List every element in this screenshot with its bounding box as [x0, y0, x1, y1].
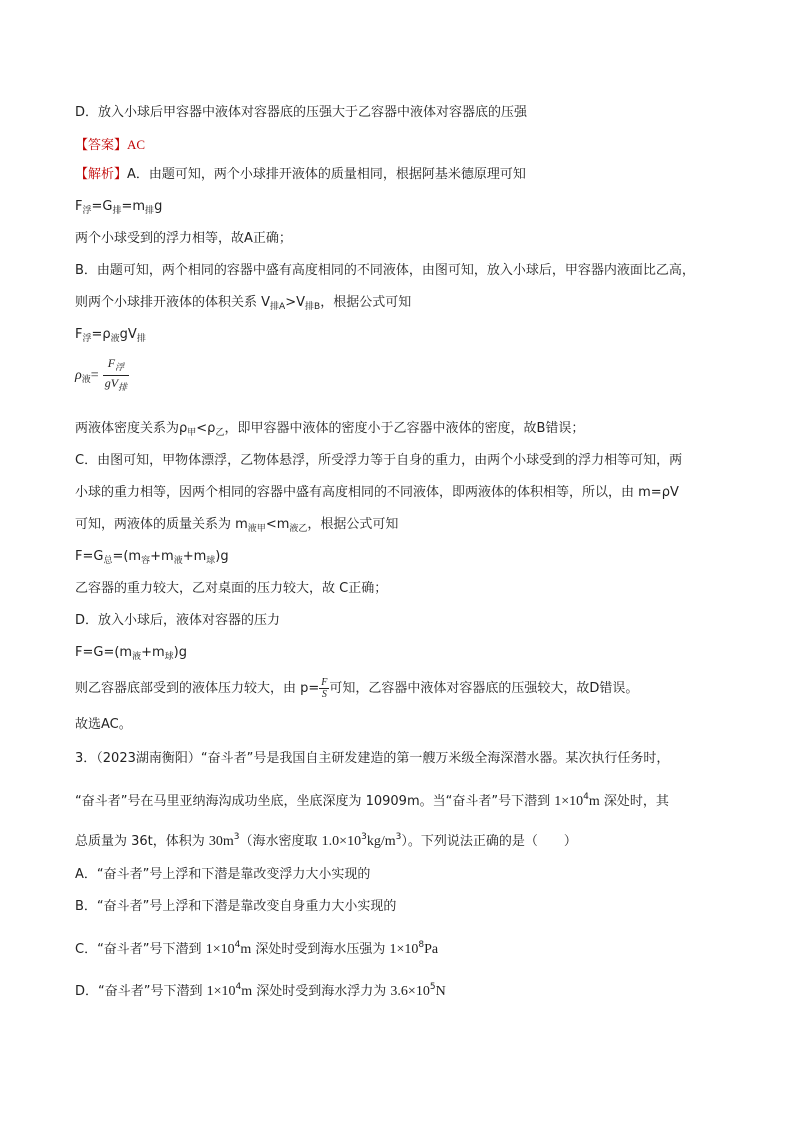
option-b: B．“奋斗者”号上浮和下潜是靠改变自身重力大小实现的	[75, 899, 397, 914]
line-c-3: 可知，两液体的质量关系为 $m_{液甲}<m_{液乙}$，根据公式可知	[75, 517, 399, 534]
line-c-1: C．由图可知，甲物体漂浮，乙物体悬浮，所受浮力等于自身的重力，由两个小球受到的浮力相等可知，两	[75, 453, 683, 468]
analysis-a-text: A．由题可知，两个小球排开液体的质量相同，根据阿基米德原理可知	[127, 167, 526, 182]
answer-tag: 【答案】	[75, 138, 128, 153]
option-d-previous: D．放入小球后甲容器中液体对容器底的压强大于乙容器中液体对容器底的压强	[75, 105, 528, 120]
line-b-2: 则两个小球排开液体的体积关系 $V_{排A}>V_{排B}$，根据公式可知	[75, 295, 412, 312]
pressure-fraction: $\frac{F}{S}$	[321, 677, 328, 700]
formula-buoyancy-2: $F_浮=\rho_液gV_排$	[75, 327, 146, 344]
line-d-2: 则乙容器底部受到的液体压力较大，由 p= $\frac{F}{S}$ 可知，乙容器中液体对容器底的压强较大，故D错误。	[75, 677, 639, 700]
formula-total-gravity: $F=G_总=(m_容+m_液+m_球)g$	[75, 549, 229, 566]
question-3-line-3: 总质量为 36t，体积为 $30m^3$（海水密度取 $1.0\times 10^3kg/m^3$）。下列说法正确的是（ ）	[75, 832, 577, 849]
option-a: A．“奋斗者”号上浮和下潜是靠改变浮力大小实现的	[75, 867, 371, 882]
formula-density-fraction: $\rho_液=$ $\frac{F_浮}{gV_排}$	[75, 356, 129, 397]
analysis-a	[75, 166, 526, 184]
question-3-line-1: 3．（2023湖南衡阳）“奋斗者”号是我国自主研发建造的第一艘万米级全海深潜水器。某次执行任务时，	[75, 751, 670, 766]
formula-buoyancy-1: $F_浮=G_排=m_排g$	[75, 199, 163, 216]
line-c-4: 乙容器的重力较大，乙对桌面的压力较大，故 C正确；	[75, 581, 388, 596]
analysis-tag: 【解析】	[75, 167, 128, 182]
option-c: C．“奋斗者”号下潜到 $1\times 10^4m$ 深处时受到海水压强为 $1\times 10^8Pa$	[75, 940, 439, 957]
line-density-relation: 两液体密度关系为$\rho_甲<\rho_乙$，即甲容器中液体的密度小于乙容器中液体的密度，故B错误；	[75, 421, 585, 438]
line-c-2: 小球的重力相等，因两个相同的容器中盛有高度相同的不同液体，即两液体的体积相等，所以，由 m=ρV	[75, 485, 679, 500]
density-fraction: $\frac{F_浮}{gV_排}$	[104, 356, 128, 392]
line-equal-buoyancy: 两个小球受到的浮力相等，故A正确；	[75, 231, 292, 246]
line-choose: 故选AC。	[75, 717, 132, 732]
line-d-1: D．放入小球后，液体对容器的压力	[75, 613, 281, 628]
answer-line	[75, 136, 145, 155]
line-b-1: B．由题可知，两个相同的容器中盛有高度相同的不同液体，由图可知，放入小球后，甲容器内液面比乙高，	[75, 263, 695, 278]
answer-value: AC	[127, 137, 146, 152]
option-d: D．“奋斗者”号下潜到 $1\times 10^4m$ 深处时受到海水浮力为 $3.6\times 10^5N$	[75, 982, 446, 999]
formula-pressure-force: $F=G=(m_液+m_球)g$	[75, 645, 187, 662]
question-3-line-2: “奋斗者”号在马里亚纳海沟成功坐底，坐底深度为 10909m。当“奋斗者”号下潜到 $1\times 10^4m$ 深处时，其	[75, 792, 669, 809]
